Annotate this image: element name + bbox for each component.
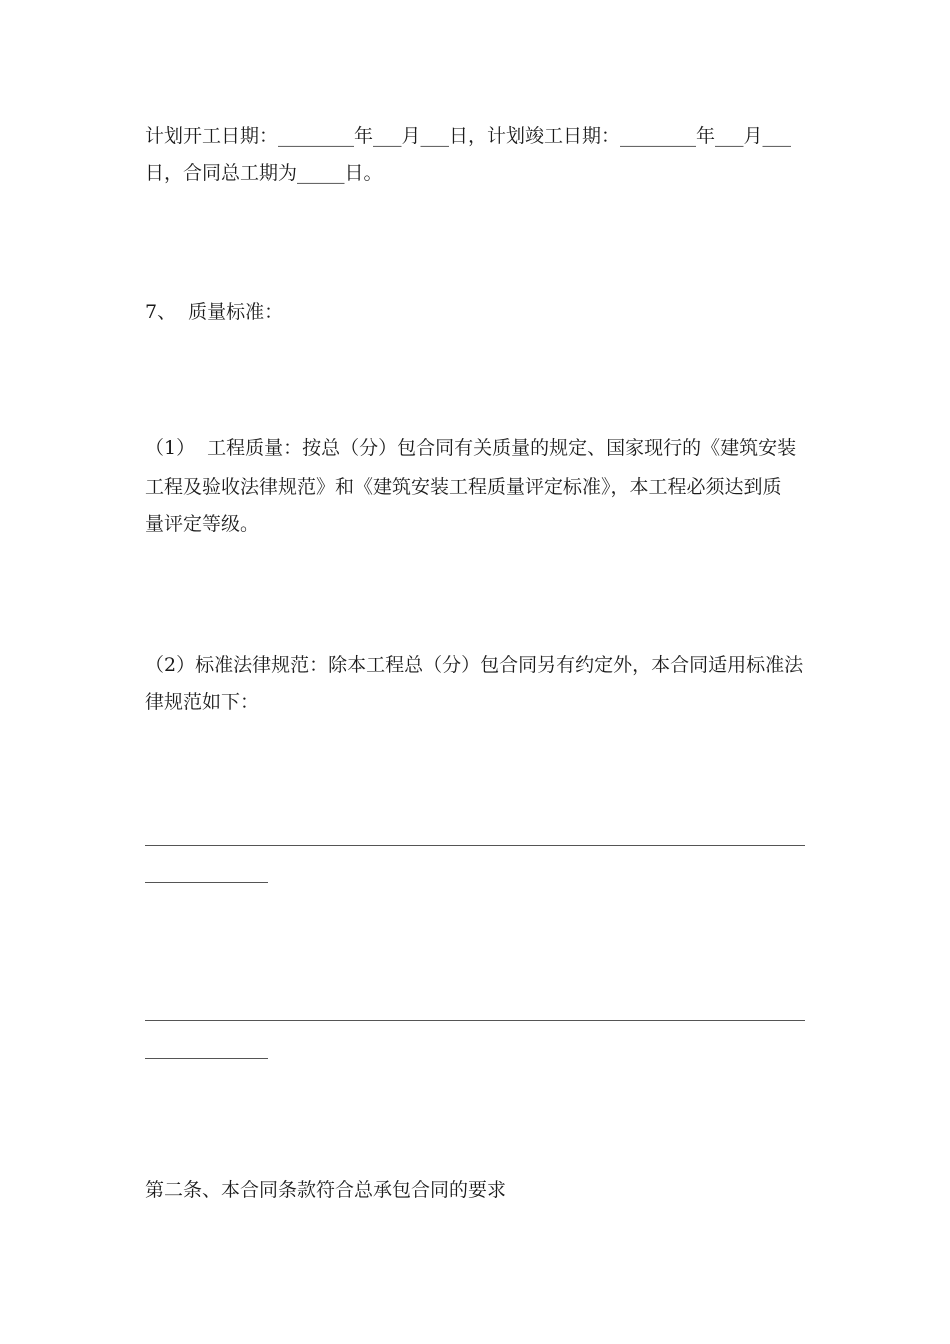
article-2-heading: 第二条、本合同条款符合总承包合同的要求 <box>145 1179 507 1201</box>
quality-item-2-line-2: 律规范如下： <box>145 691 260 713</box>
schedule-line-2: 日，合同总工期为_____日。 <box>145 162 383 184</box>
quality-item-1-line-1: （1） 工程质量：按总（分）包合同有关质量的规定、国家现行的《建筑安装 <box>145 437 797 459</box>
quality-item-2-line-1: （2）标准法律规范：除本工程总（分）包合同另有约定外，本合同适用标准法 <box>145 654 804 676</box>
fill-in-line-1b <box>145 882 268 883</box>
quality-item-1-line-2: 工程及验收法律规范》和《建筑安装工程质量评定标准》，本工程必须达到质 <box>145 476 782 498</box>
section-7-heading: 7、 质量标准： <box>145 301 284 323</box>
schedule-line-1: 计划开工日期：________年___月___日，计划竣工日期：________年___月___ <box>145 125 792 147</box>
fill-in-line-2b <box>145 1058 268 1059</box>
fill-in-line-2a <box>145 1020 805 1021</box>
fill-in-line-1a <box>145 845 805 846</box>
quality-item-1-line-3: 量评定等级。 <box>145 513 260 535</box>
